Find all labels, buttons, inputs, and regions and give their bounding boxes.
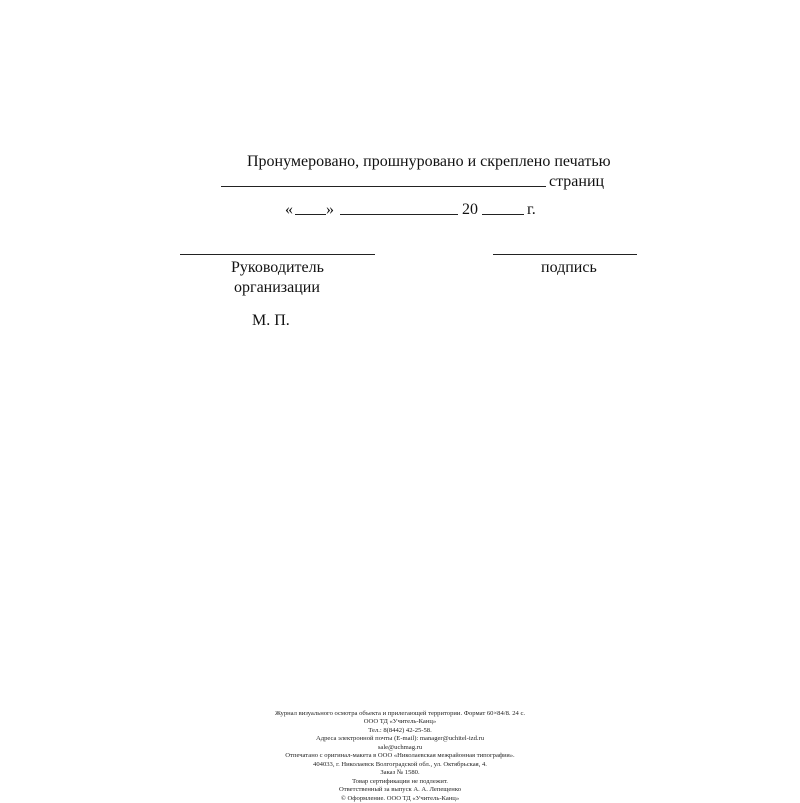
head-label-line2: организации — [234, 279, 320, 296]
date-quote-close: » — [326, 201, 334, 218]
pages-suffix: страниц — [549, 173, 605, 190]
imprint-line: Заказ № 1580. — [380, 769, 420, 777]
head-label-line1: Руководитель — [231, 259, 324, 276]
imprint-line: sale@uchmag.ru — [377, 743, 423, 751]
imprint-line: Товар сертификации не подлежит. — [352, 777, 448, 785]
imprint-line: Отпечатано с оригинал-макета в ООО «Николаевская межрайонная типография». — [285, 752, 515, 760]
imprint-line: Ответственный за выпуск А. А. Лепещенко — [338, 786, 462, 794]
stamp-label: М. П. — [252, 312, 290, 329]
head-signature-line — [180, 254, 375, 255]
pages-count-blank — [221, 186, 546, 187]
imprint-line: Журнал визуального осмотра объекта и прилегающей территории. Формат 60×84/8. 24 с. — [274, 710, 526, 717]
certification-heading: Пронумеровано, прошнуровано и скреплено печатью — [247, 153, 611, 170]
date-year-blank — [482, 214, 524, 215]
imprint-line: ООО ТД «Учитель-Канц» — [363, 718, 437, 726]
date-day-blank — [295, 214, 326, 215]
signature-label: подпись — [541, 259, 597, 276]
imprint-line: © Оформление. ООО ТД «Учитель-Канц» — [340, 794, 460, 802]
date-year-prefix: 20 — [462, 201, 478, 218]
imprint-line: Адреса электронной почты (E-mail): manager@uchitel-izd.ru — [315, 735, 485, 743]
date-quote-open: « — [285, 201, 293, 218]
date-month-blank — [340, 214, 458, 215]
imprint-line: 404033, г. Николаевск Волгоградской обл., ул. Октябрьская, 4. — [313, 760, 487, 768]
imprint-block — [180, 710, 620, 803]
signature-line — [493, 254, 637, 255]
imprint-line: Тел.: 8(8442) 42-25-58. — [368, 726, 432, 734]
date-year-suffix: г. — [527, 201, 536, 218]
